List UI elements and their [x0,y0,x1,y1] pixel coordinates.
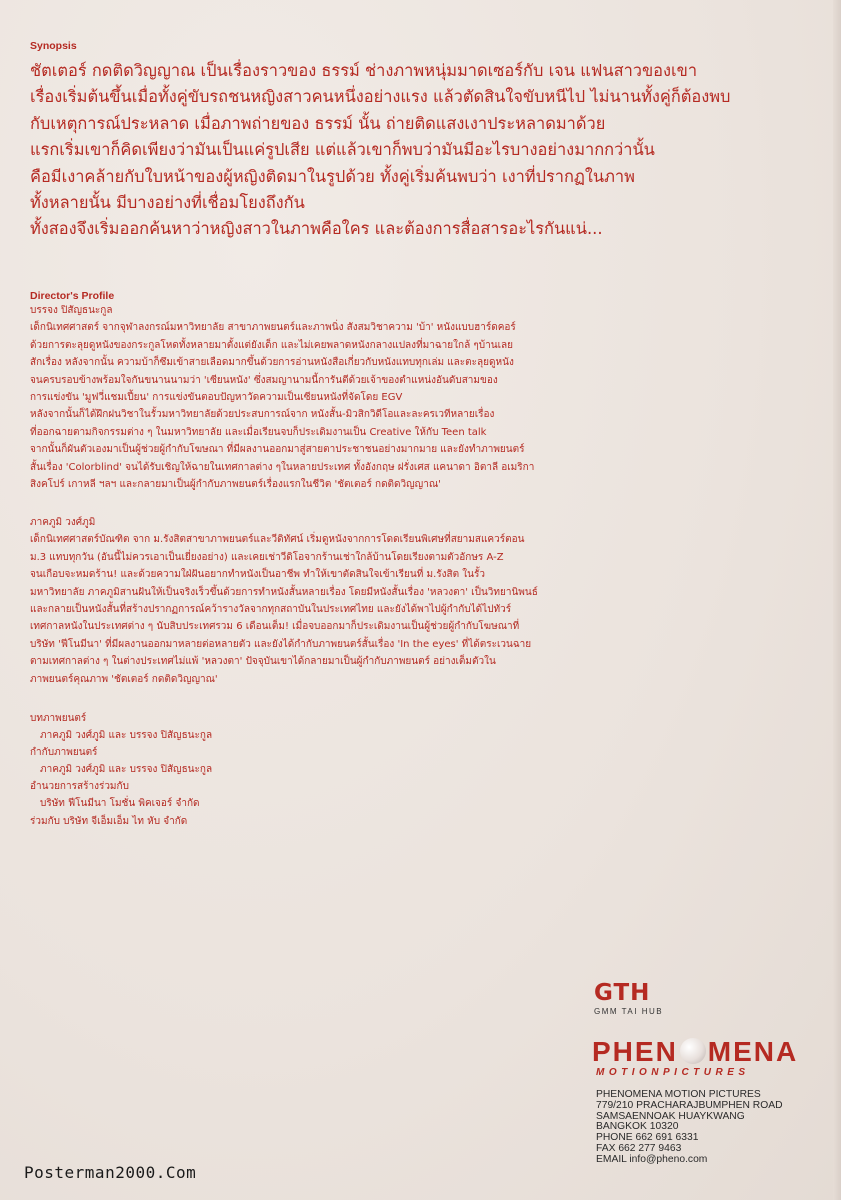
gth-logo-mark: GTH [594,980,651,1006]
company-address [596,1090,783,1166]
address-line: EMAIL info@pheno.com [596,1153,708,1165]
director-profile-heading: Director's Profile [30,290,115,302]
address-line: 779/210 PRACHARAJBUMPHEN ROAD [596,1099,783,1111]
credit-role: กำกับภาพยนตร์ [30,747,98,759]
synopsis-line: ชัตเตอร์ กดติดวิญญาณ เป็นเรื่องราวของ ธรรม์ ช่างภาพหนุ่มมาดเซอร์กับ เจน แฟนสาวของเขา [30,61,698,80]
synopsis-heading: Synopsis [30,40,77,52]
credit-value: บริษัท ฟีโนมีนา โมชั่น พิคเจอร์ จำกัด [40,798,200,810]
profile-line: มหาวิทยาลัย ภาคภูมิสานฝันให้เป็นจริงเร็วขึ้นด้วยการทำหนังสั้นหลายเรื่อง โดยมีหนังสั้นเรื่อง 'หลวงตา' เป็นวิทยานิพนธ์ [30,586,538,598]
gth-logo-subtitle: GMM TAI HUB [594,1007,664,1016]
profile-line: บริษัท 'ฟีโนมีนา' ที่มีผลงานออกมาหลายต่อหลายตัว และยังได้กำกับภาพยนตร์สั้นเรื่อง 'In the eyes' ที่ได้ตระเวนฉาย [30,638,532,650]
profile-line: สักเรื่อง หลังจากนั้น ความบ้าก็ซึมเข้าสายเลือดมากขึ้นด้วยการอ่านหนังสือเกี่ยวกับหนังแทบทุกเล่ม และตะลุยดูหนัง [30,357,514,369]
address-line: FAX 662 277 9463 [596,1142,682,1154]
profile-line: หลังจากนั้นก็ได้ฝึกฝนวิชาในรั้วมหาวิทยาลัยด้วยประสบการณ์จาก หนังสั้น-มิวสิกวิดีโอและละครเวทีหลายเรื่อง [30,409,495,421]
director-profile-banjong [30,302,810,493]
credit-role: บทภาพยนตร์ [30,713,87,724]
profile-line: จนเกือบจะหมดร้าน! และด้วยความใฝ่ฝันอยากทำหนังเป็นอาชีพ ทำให้เขาตัดสินใจเข้าเรียนที่ ม.รังสิต ในรั้ว [30,569,485,581]
address-line: BANGKOK 10320 [596,1121,679,1133]
synopsis-line: แรกเริ่มเขาก็คิดเพียงว่ามันเป็นแค่รูปเสีย แต่แล้วเขาก็พบว่ามันมีอะไรบางอย่างมากกว่านั้น [30,140,655,160]
credit-role: อำนวยการสร้างร่วมกับ [30,781,129,793]
director-name: ภาคภูมิ วงศ์ภูมิ [30,517,96,528]
synopsis-body [30,58,820,243]
page-edge [833,0,841,1200]
director-name: บรรจง ปิสัญธนะกูล [30,305,113,316]
profile-line: สิงคโปร์ เกาหลี ฯลฯ และกลายมาเป็นผู้กำกับภาพยนตร์เรื่องแรกในชีวิต 'ชัตเตอร์ กดติดวิญญาณ' [30,479,441,491]
profile-line: จากนั้นก็ผันตัวเองมาเป็นผู้ช่วยผู้กำกับโฆษณา ที่มีผลงานออกมาสู่สายตาประชาชนอย่างมากมาย และยังทำภาพยนตร์ [30,444,525,456]
synopsis-line: ทั้งสองจึงเริ่มออกค้นหาว่าหญิงสาวในภาพคือใคร และต้องการสื่อสารอะไรกันแน่... [30,219,603,239]
profile-line: การแข่งขัน 'มูฟวี่แชมเปี้ยน' การแข่งขันตอบปัญหาวัดความเป็นเซียนหนังที่จัดโดย EGV [30,392,403,404]
motion-pictures-tagline: MOTIONPICTURES [596,1067,750,1078]
profile-line: ที่ออกฉายตามกิจกรรมต่าง ๆ ในมหาวิทยาลัย และเมื่อเรียนจบก็ประเดิมงานเป็น Creative ให้กับ Teen talk [30,426,487,438]
director-profile-parkpoom [30,514,810,688]
phenomena-logo [592,1036,798,1068]
profile-line: ตามเทศกาลต่าง ๆ ในต่างประเทศไม่แพ้ 'หลวงตา' ปัจจุบันเขาได้กลายมาเป็นผู้กำกับภาพยนตร์ อย่างเต็มตัวใน [30,656,496,668]
profile-line: ด้วยการตะลุยดูหนังของกระกูลโหดทั้งหลายมาตั้งแต่ยังเด็ก และไม่เคยพลาดหนังกลางแปลงที่มาฉายใกล้ ๆบ้านเลย [30,339,513,351]
film-credits [30,710,810,830]
address-line: SAMSAENNOAK HUAYKWANG [596,1110,745,1122]
synopsis-line: คือมีเงาคล้ายกับใบหน้าของผู้หญิงติดมาในรูปด้วย ทั้งคู่เริ่มค้นพบว่า เงาที่ปรากฏในภาพ [30,166,635,186]
profile-line: ภาพยนตร์คุณภาพ 'ชัตเตอร์ กดติดวิญญาณ' [30,673,218,685]
profile-line: จนครบรอบข้างพร้อมใจกันขนานนามว่า 'เซียนหนัง' ซึ่งสมญานามนี้การันตีด้วยเจ้าของตำแหน่งอันดับสามของ [30,374,498,386]
credit-value: ภาคภูมิ วงศ์ภูมิ และ บรรจง ปิสัญธนะกูล [40,730,213,742]
phenomena-o-icon [680,1038,706,1064]
credit-value: ร่วมกับ บริษัท จีเอ็มเอ็ม ไท หับ จำกัด [30,815,188,827]
gth-logo [594,981,682,1029]
phenomena-logo-right: MENA [707,1036,799,1067]
address-line: PHENOMENA MOTION PICTURES [596,1089,761,1100]
profile-line: เทศกาลหนังในประเทศต่าง ๆ นับสิบประเทศรวม 6 เดือนเต็ม! เมื่อจบออกมาก็ประเดิมงานเป็นผู้ช่วยผู้กำกับโฆษณาที่ [30,621,520,633]
profile-line: เด็กนิเทศศาสตร์บัณฑิต จาก ม.รังสิตสาขาภาพยนตร์และวีดิทัศน์ เริ่มดูหนังจากการโดดเรียนพิเศษที่สยามสแควร์ตอน [30,534,525,546]
synopsis-line: กับเหตุการณ์ประหลาด เมื่อภาพถ่ายของ ธรรม์ นั้น ถ่ายติดแสงเงาประหลาดมาด้วย [30,113,606,133]
profile-line: สั้นเรื่อง 'Colorblind' จนได้รับเชิญให้ฉายในเทศกาลต่าง ๆในหลายประเทศ ทั้งอังกฤษ ฝรั่งเศส แคนาดา อิตาลี อเมริกา [30,461,535,473]
credit-value: ภาคภูมิ วงศ์ภูมิ และ บรรจง ปิสัญธนะกูล [40,764,213,776]
profile-line: เด็กนิเทศศาสตร์ จากจุฬาลงกรณ์มหาวิทยาลัย สาขาภาพยนตร์และภาพนิ่ง สังสมวิชาความ 'บ้า' หนังแบบฮาร์ดคอร์ [30,322,516,334]
site-watermark: Posterman2000.Com [24,1163,197,1182]
profile-line: และกลายเป็นหนังสั้นที่สร้างปรากฏการณ์คว้ารางวัลจากทุกสถาบันในประเทศไทย และยังได้พาไปผู้กำกับได้ไปทัวร์ [30,604,512,616]
profile-line: ม.3 แทบทุกวัน (อันนี้ไม่ควรเอาเป็นเยี่ยงอย่าง) และเคยเช่าวีดิโอจากร้านเช่าใกล้บ้านโดยเรียงตามตัวอักษร A-Z [30,551,504,563]
address-line: PHONE 662 691 6331 [596,1132,699,1144]
synopsis-line: ทั้งหลายนั้น มีบางอย่างที่เชื่อมโยงถึงกัน [30,193,305,213]
synopsis-line: เรื่องเริ่มต้นขึ้นเมื่อทั้งคู่ขับรถชนหญิงสาวคนหนึ่งอย่างแรง แล้วตัดสินใจขับหนีไป ไม่นานทั้งคู่ก็ต้องพบ [30,87,731,107]
phenomena-logo-left: PHEN [592,1036,678,1067]
